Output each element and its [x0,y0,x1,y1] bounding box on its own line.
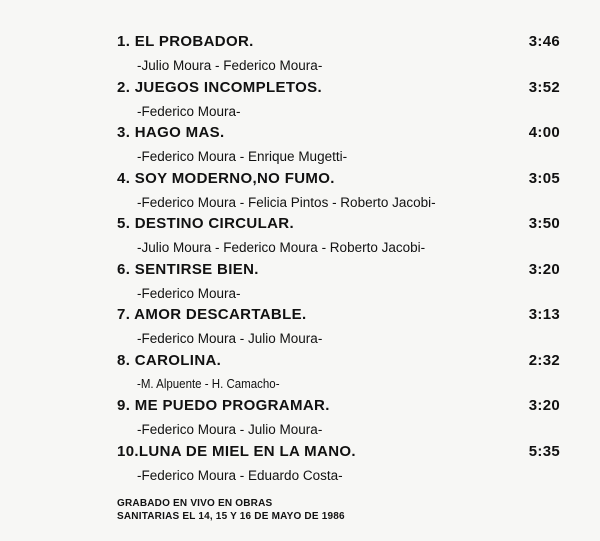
track-item [117,170,560,216]
track-item [117,306,560,352]
track-title: 10.LUNA DE MIEL EN LA MANO. [117,442,356,460]
track-duration: 3:50 [528,215,560,232]
track-credits: -M. Alpuente - H. Camacho- [137,376,280,391]
recording-note-line-1: GRABADO EN VIVO EN OBRAS [117,498,273,509]
track-duration: 4:00 [528,124,560,141]
track-credits: -Federico Moura - Julio Moura- [137,422,323,437]
track-credits: -Federico Moura- [137,285,241,301]
track-duration: 3:20 [528,397,560,414]
track-item [117,215,560,261]
track-item [117,352,560,398]
track-item [117,443,560,489]
track-title: 1. EL PROBADOR. [117,33,254,50]
track-credits: -Federico Moura - Enrique Mugetti- [137,149,348,164]
track-duration: 3:20 [528,260,560,278]
track-title: 6. SENTIRSE BIEN. [117,260,259,278]
track-title: 7. AMOR DESCARTABLE. [117,306,307,323]
track-item [117,33,560,79]
track-item [117,261,560,307]
track-title: 3. HAGO MAS. [117,124,225,141]
track-title: 4. SOY MODERNO,NO FUMO. [117,169,335,187]
track-title: 5. DESTINO CIRCULAR. [117,215,295,232]
track-credits: -Federico Moura - Julio Moura- [137,331,323,346]
track-duration: 3:05 [528,169,560,187]
recording-note-line-2: SANITARIAS EL 14, 15 Y 16 DE MAYO DE 1986 [117,511,345,522]
track-credits: -Federico Moura - Eduardo Costa- [137,467,343,483]
track-item [117,79,560,125]
track-title: 9. ME PUEDO PROGRAMAR. [117,397,330,414]
track-item [117,124,560,170]
track-duration: 3:46 [528,33,560,50]
track-credits: -Julio Moura - Federico Moura - Roberto Jacobi- [137,240,426,255]
track-credits: -Federico Moura - Felicia Pintos - Roberto Jacobi- [137,194,436,210]
track-duration: 3:52 [528,78,560,96]
track-credits: -Julio Moura - Federico Moura- [137,58,323,73]
track-duration: 2:32 [528,351,560,369]
track-duration: 3:13 [528,306,560,323]
track-item [117,397,560,443]
tracklist [117,33,560,488]
recording-note [117,497,345,523]
track-credits: -Federico Moura- [137,103,241,119]
track-duration: 5:35 [528,442,560,460]
track-title: 8. CAROLINA. [117,351,222,369]
track-title: 2. JUEGOS INCOMPLETOS. [117,78,322,96]
